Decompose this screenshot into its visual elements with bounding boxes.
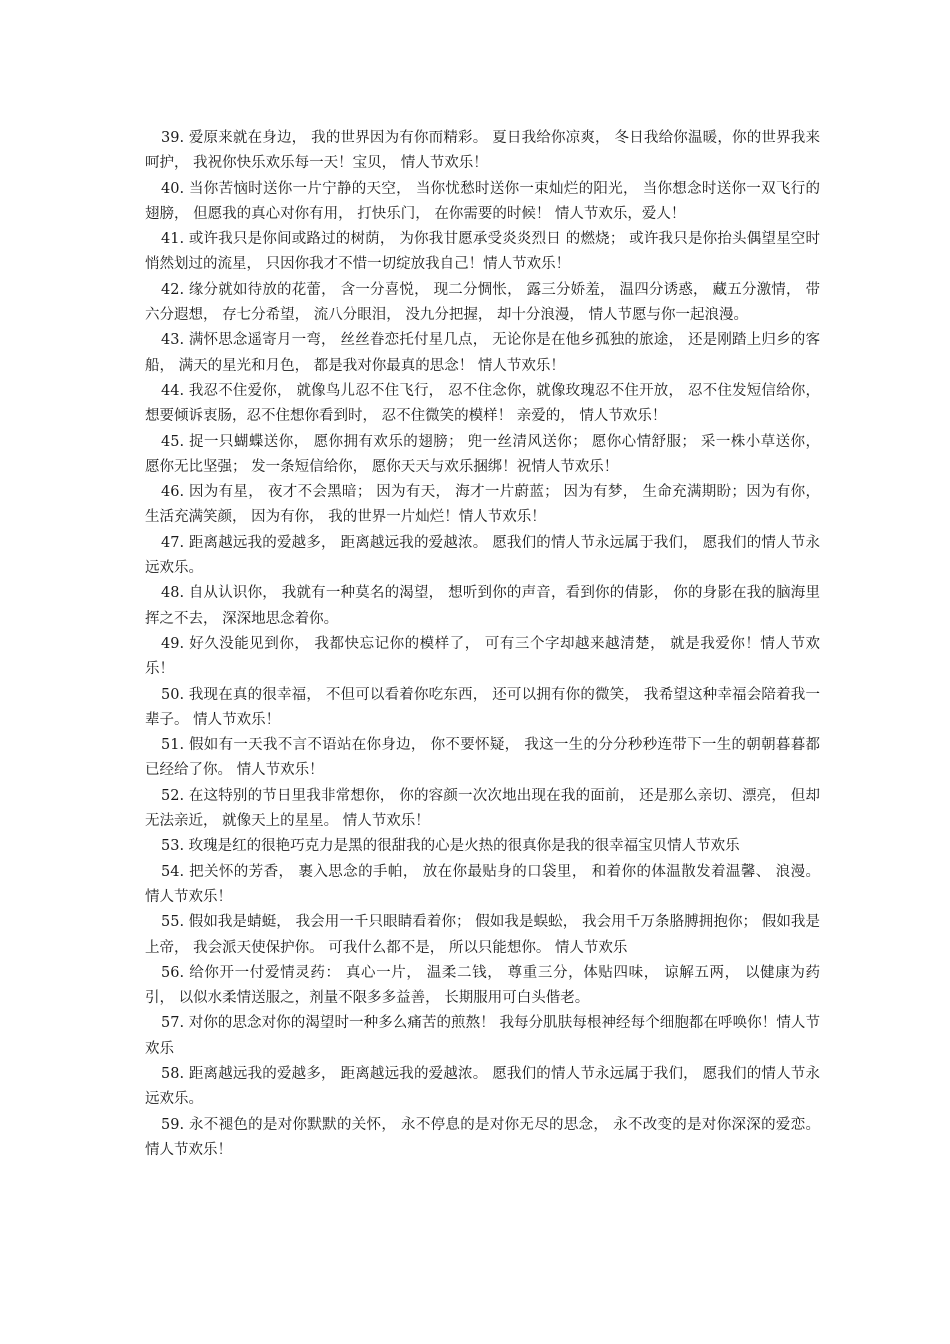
paragraph-39: 39. 爱原来就在身边， 我的世界因为有你而精彩。 夏日我给你凉爽， 冬日我给你温暖，你的世界我来呵护， 我祝你快乐欢乐每一天！宝贝， 情人节欢乐！ <box>145 130 820 172</box>
paragraph-43: 43. 满怀思念遥寄月一弯， 丝丝眷恋托付星几点， 无论你是在他乡孤独的旅途， 还是刚踏上归乡的客船， 满天的星光和月色， 都是我对你最真的思念！ 情人节欢乐！ <box>145 332 820 374</box>
paragraph-54: 54. 把关怀的芳香， 裹入思念的手帕， 放在你最贴身的口袋里， 和着你的体温散发着温馨、 浪漫。 情人节欢乐！ <box>145 863 825 905</box>
paragraph-53: 53. 玫瑰是红的很艳巧克力是黑的很甜我的心是火热的很真你是我的很幸福宝贝情人节欢乐 <box>161 838 740 855</box>
paragraph-49: 49. 好久没能见到你， 我都快忘记你的模样了， 可有三个字却越来越清楚， 就是我爱你！情人节欢乐！ <box>145 635 820 678</box>
paragraph-47: 47. 距离越远我的爱越多， 距离越远我的爱越浓。 愿我们的情人节永远属于我们， 愿我们的情人节永远欢乐。 <box>145 534 820 577</box>
paragraph-40: 40. 当你苦恼时送你一片宁静的天空， 当你忧愁时送你一束灿烂的阳光， 当你想念时送你一双飞行的翅膀， 但愿我的真心对你有用， 打快乐门， 在你需要的时候！ 情人节欢乐，爱人！ <box>145 180 820 222</box>
paragraph-45: 45. 捉一只蝴蝶送你， 愿你拥有欢乐的翅膀； 兜一丝清风送你； 愿你心情舒服； 采一株小草送你， 愿你无比坚强； 发一条短信给你， 愿你天天与欢乐捆绑！祝情人节欢乐！ <box>145 433 825 475</box>
document-body <box>145 126 825 1163</box>
paragraph-50: 50. 我现在真的很幸福， 不但可以看着你吃东西， 还可以拥有你的微笑， 我希望这种幸福会陪着我一辈子。 情人节欢乐！ <box>145 686 820 728</box>
paragraph-44: 44. 我忍不住爱你， 就像鸟儿忍不住飞行， 忍不住念你，就像玫瑰忍不住开放， 忍不住发短信给你， 想要倾诉衷肠，忍不住想你看到时， 忍不住微笑的模样！ 亲爱的， 情人节欢乐！ <box>145 382 825 425</box>
paragraph-46: 46. 因为有星， 夜才不会黑暗； 因为有天， 海才一片蔚蓝； 因为有梦， 生命充满期盼；因为有你， 生活充满笑颜， 因为有你， 我的世界一片灿烂！情人节欢乐！ <box>145 484 825 526</box>
paragraph-58: 58. 距离越远我的爱越多， 距离越远我的爱越浓。 愿我们的情人节永远属于我们， 愿我们的情人节永远欢乐。 <box>145 1065 820 1108</box>
paragraph-59: 59. 永不褪色的是对你默默的关怀， 永不停息的是对你无尽的思念， 永不改变的是对你深深的爱恋。 情人节欢乐！ <box>145 1116 825 1158</box>
paragraph-42: 42. 缘分就如待放的花蕾， 含一分喜悦， 现二分惆怅， 露三分娇羞， 温四分诱惑， 藏五分激情， 带六分遐想， 存七分希望， 流八分眼泪， 没九分把握， 却十分浪漫， 情人节愿与你一起浪漫。 <box>145 281 820 324</box>
paragraph-56: 56. 给你开一付爱情灵药： 真心一片， 温柔二钱， 尊重三分，体贴四味， 谅解五两， 以健康为药引， 以似水柔情送服之，剂量不限多多益善， 长期服用可白头偕老。 <box>145 964 820 1007</box>
paragraph-52: 52. 在这特别的节日里我非常想你， 你的容颜一次次地出现在我的面前， 还是那么亲切、漂亮， 但却无法亲近， 就像天上的星星。 情人节欢乐！ <box>145 787 820 830</box>
paragraph-51: 51. 假如有一天我不言不语站在你身边， 你不要怀疑， 我这一生的分分秒秒连带下一生的朝朝暮暮都已经给了你。 情人节欢乐！ <box>145 737 820 779</box>
paragraph-48: 48. 自从认识你， 我就有一种莫名的渴望， 想听到你的声音，看到你的倩影， 你的身影在我的脑海里挥之不去， 深深地思念着你。 <box>145 585 820 627</box>
paragraph-41: 41. 或许我只是你间或路过的树荫， 为你我甘愿承受炎炎烈日 的燃烧； 或许我只是你抬头偶望星空时悄然划过的流星， 只因你我才不惜一切绽放我自己！情人节欢乐！ <box>145 231 820 273</box>
paragraph-55: 55. 假如我是蜻蜓， 我会用一千只眼睛看着你； 假如我是蜈蚣， 我会用千万条胳膊拥抱你； 假如我是上帝， 我会派天使保护你。 可我什么都不是， 所以只能想你。 情人节欢乐 <box>145 914 820 956</box>
paragraph-57: 57. 对你的思念对你的渴望时一种多么痛苦的煎熬！ 我每分肌肤每根神经每个细胞都在呼唤你！情人节欢乐 <box>145 1015 820 1057</box>
